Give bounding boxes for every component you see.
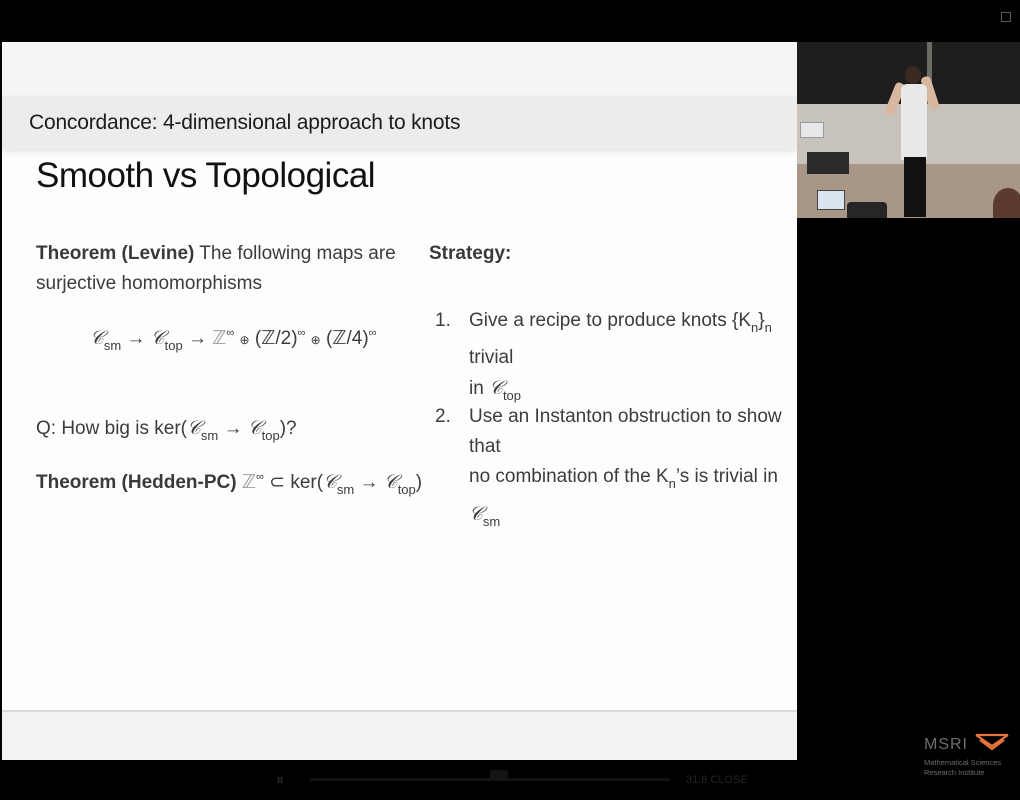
subset-kernel-text: ⊂ ker( — [263, 472, 324, 493]
subscript-top: top — [164, 338, 183, 353]
subscript-sm: sm — [336, 482, 355, 497]
concordance-group-symbol: 𝒞 — [323, 471, 337, 493]
superscript-infinity: ∞ — [368, 327, 377, 339]
arrow-symbol: → — [223, 418, 243, 439]
superscript-infinity: ∞ — [297, 327, 306, 339]
superscript-infinity: ∞ — [226, 327, 235, 339]
msri-logo-icon — [975, 732, 1009, 757]
slide-top-band — [2, 42, 797, 97]
concordance-group-symbol: 𝒞 — [489, 377, 503, 399]
concordance-group-symbol: 𝒞 — [186, 417, 201, 439]
levine-formula — [90, 318, 377, 361]
speaker-legs — [904, 157, 926, 217]
superscript-infinity: ∞ — [256, 471, 264, 483]
chair — [847, 202, 887, 218]
subscript-sm: sm — [482, 514, 501, 529]
step-1-text-a: Give a recipe to produce knots {K — [469, 310, 751, 331]
strategy-step-2-number: 2. — [435, 406, 451, 427]
z-mod-2: (ℤ/2) — [254, 328, 298, 349]
subscript-sm: sm — [103, 338, 122, 353]
subscript-n: n — [764, 320, 772, 335]
question-line — [36, 413, 297, 451]
subscript-top: top — [261, 428, 280, 443]
fullscreen-icon[interactable] — [1001, 12, 1011, 22]
theorem-levine-label: Theorem (Levine) — [36, 243, 195, 264]
step-1-line-2: in — [469, 378, 490, 399]
z-mod-4: (ℤ/4) — [326, 328, 369, 349]
slide-header-text: Concordance: 4-dimensional approach to knots — [29, 111, 461, 134]
step-2-text-a: no combination of the K — [469, 466, 669, 487]
concordance-group-symbol: 𝒞 — [247, 417, 262, 439]
pause-icon[interactable]: ⏸ — [276, 772, 285, 789]
slide-header — [2, 97, 797, 149]
strategy-label: Strategy: — [429, 243, 512, 264]
concordance-group-symbol: 𝒞 — [150, 327, 165, 349]
step-2-line-1: Use an Instanton obstruction to show that — [469, 406, 782, 457]
direct-sum-symbol: ⊕ — [239, 333, 250, 347]
question-suffix: )? — [279, 418, 297, 439]
close-paren: ) — [415, 472, 423, 493]
integers-symbol: ℤ — [241, 472, 257, 493]
msri-logo — [924, 732, 1009, 777]
integers-symbol: ℤ — [212, 328, 227, 349]
audience-member — [993, 188, 1020, 218]
step-1-text-c: trivial — [469, 347, 514, 368]
msri-wordmark: MSRI — [924, 735, 968, 753]
concordance-group-symbol: 𝒞 — [469, 503, 483, 525]
presentation-slide — [2, 42, 797, 760]
desk — [807, 152, 849, 174]
progress-thumb[interactable] — [490, 770, 508, 780]
theorem-hedden-label: Theorem (Hedden-PC) — [36, 472, 237, 493]
subscript-sm: sm — [200, 428, 219, 443]
subscript-top: top — [397, 482, 416, 497]
theorem-levine-text-1: The following maps are — [194, 243, 396, 264]
slide-title: Smooth vs Topological — [36, 156, 376, 195]
strategy-step-1-number: 1. — [435, 310, 451, 331]
subscript-top: top — [502, 388, 522, 403]
arrow-symbol: → — [359, 472, 379, 493]
arrow-symbol: → — [187, 328, 207, 349]
concordance-group-symbol: 𝒞 — [383, 471, 398, 493]
speaker — [901, 84, 927, 160]
laptop-icon — [800, 122, 824, 138]
theorem-levine — [36, 239, 396, 299]
msri-subtitle-1: Mathematical Sciences — [924, 758, 1002, 767]
direct-sum-symbol: ⊕ — [310, 333, 321, 347]
strategy-step-1 — [469, 306, 797, 411]
time-readout: 31:8 CLOSE — [686, 774, 748, 786]
question-prefix: Q: How big is ker( — [36, 418, 187, 439]
theorem-hedden-pc — [36, 462, 422, 505]
speaker-video-feed[interactable] — [797, 42, 1020, 218]
arrow-symbol: → — [126, 328, 146, 349]
blackboard-right — [932, 42, 1020, 104]
speaker-head — [905, 66, 921, 84]
msri-subtitle-2: Research Institute — [924, 768, 985, 777]
subscript-n: n — [668, 476, 676, 491]
step-1-text-b: } — [758, 310, 765, 331]
step-2-text-b: ’s is trivial in — [675, 466, 778, 487]
subscript-n: n — [751, 320, 759, 335]
laptop-icon — [817, 190, 845, 210]
concordance-group-symbol: 𝒞 — [90, 327, 104, 349]
slide-footer — [2, 712, 797, 760]
strategy-step-2 — [469, 402, 797, 537]
theorem-levine-text-2: surjective homomorphisms — [36, 273, 262, 294]
